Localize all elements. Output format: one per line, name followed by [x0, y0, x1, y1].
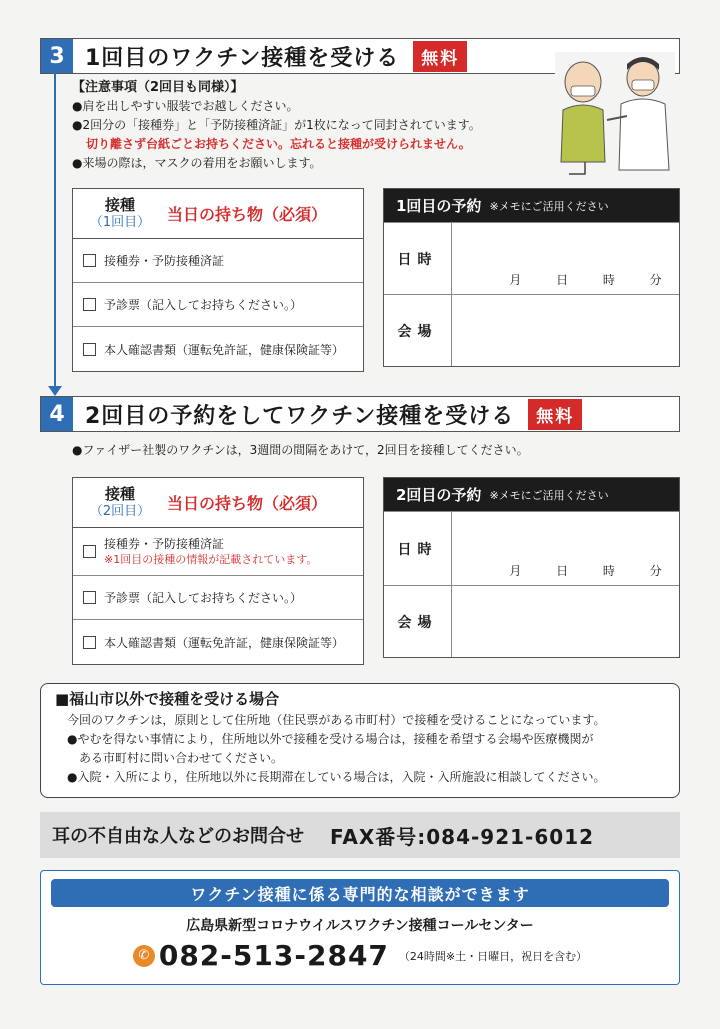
datetime-field[interactable] — [452, 223, 679, 294]
item-label: 本人確認書類（運転免許証，健康保険証等） — [104, 635, 345, 650]
venue-field[interactable] — [452, 586, 679, 657]
outside-title: ■福山市以外で接種を受ける場合 — [55, 690, 280, 708]
datetime-units — [452, 562, 679, 579]
flow-arrow-icon — [48, 386, 62, 396]
consult-banner: ワクチン接種に係る専門的な相談ができます — [51, 879, 669, 907]
datetime-units — [452, 271, 679, 288]
item-row[interactable] — [73, 283, 363, 327]
venue-field[interactable] — [452, 295, 679, 366]
phone-line — [41, 939, 679, 972]
outside-line: ●やむを得ない事情により，住所地以外で接種を受ける場合は，接種を希望する会場や医療機関が — [67, 732, 594, 746]
items-label-text: 接種 — [104, 195, 135, 214]
section4-reservation-box — [383, 477, 680, 658]
checkbox-icon[interactable] — [83, 298, 96, 311]
items-label — [73, 189, 167, 238]
datetime-label: 日時 — [384, 223, 452, 294]
item-label-group — [104, 537, 317, 567]
reservation-header — [384, 189, 679, 222]
datetime-field[interactable] — [452, 512, 679, 585]
item-row[interactable] — [73, 239, 363, 283]
item-label: 予診票（記入してお持ちください。） — [104, 298, 303, 312]
unit-month: 月 — [509, 564, 522, 578]
items-must: 当日の持ち物（必須） — [167, 205, 328, 224]
section4-title: 2回目の予約をしてワクチン接種を受ける — [85, 403, 515, 429]
section3-reservation-box — [383, 188, 680, 367]
unit-day: 日 — [556, 564, 569, 578]
section3-items-box — [72, 188, 364, 372]
item-row[interactable] — [73, 528, 363, 576]
outside-line: ●入院・入所により，住所地以外に長期滞在している場合は，入院・入所施設に相談してください。 — [67, 770, 606, 784]
reservation-venue-row — [384, 585, 679, 657]
section4-number: 4 — [41, 397, 73, 431]
venue-label: 会場 — [384, 295, 452, 366]
unit-day: 日 — [556, 273, 569, 287]
section4-items-box — [72, 477, 364, 665]
item-row[interactable] — [73, 620, 363, 664]
phone-icon: ✆ — [133, 945, 155, 967]
venue-label: 会場 — [384, 586, 452, 657]
checkbox-icon[interactable] — [83, 636, 96, 649]
item-note: ※1回目の接種の情報が記載されています。 — [104, 552, 318, 566]
section3-number: 3 — [41, 39, 73, 73]
item-row[interactable] — [73, 327, 363, 371]
reservation-datetime-row — [384, 222, 679, 294]
items-label-text: 接種 — [104, 484, 135, 503]
section3-free-badge: 無料 — [413, 41, 467, 72]
unit-month: 月 — [509, 273, 522, 287]
note-item: ●2回分の「接種券」と「予防接種済証」が1枚になって同封されています。 — [72, 118, 481, 132]
item-label: 接種券・予防接種済証 — [104, 536, 225, 551]
reservation-venue-row — [384, 294, 679, 366]
outside-line: ある市町村に問い合わせてください。 — [79, 751, 284, 765]
unit-minute: 分 — [649, 273, 662, 287]
reservation-memo: ※メモにご活用ください — [489, 488, 609, 502]
checkbox-icon[interactable] — [83, 254, 96, 267]
vaccination-illustration — [555, 52, 675, 177]
consult-box — [40, 870, 680, 985]
checkbox-icon[interactable] — [83, 343, 96, 356]
reservation-title: 2回目の予約 — [396, 486, 482, 504]
section3-title: 1回目のワクチン接種を受ける — [85, 45, 400, 71]
items-label — [73, 478, 167, 527]
pfizer-note: ●ファイザー社製のワクチンは，3週間の間隔をあけて，2回目を接種してください。 — [72, 443, 529, 457]
section4-free-badge: 無料 — [528, 399, 582, 430]
items-must: 当日の持ち物（必須） — [167, 494, 328, 513]
unit-hour: 時 — [602, 564, 615, 578]
unit-hour: 時 — [602, 273, 615, 287]
notes-heading: 【注意事項（2回目も同様）】 — [72, 80, 244, 95]
section4-header — [40, 396, 680, 432]
phone-hours: （24時間※土・日曜日，祝日を含む） — [398, 949, 588, 963]
item-label: 予診票（記入してお持ちください。） — [104, 591, 303, 605]
item-label: 接種券・予防接種済証 — [104, 254, 225, 268]
item-row[interactable] — [73, 576, 363, 620]
reservation-datetime-row — [384, 511, 679, 585]
reservation-header — [384, 478, 679, 511]
reservation-title: 1回目の予約 — [396, 197, 482, 215]
outside-line: 今回のワクチンは，原則として住所地（住民票がある市町村）で接種を受けることになっています。 — [67, 713, 606, 727]
reservation-memo: ※メモにご活用ください — [489, 199, 609, 213]
items-label-sub: （2回目） — [89, 503, 151, 519]
note-item: ●来場の際は，マスクの着用をお願いします。 — [72, 156, 322, 170]
unit-minute: 分 — [649, 564, 662, 578]
note-warning: 切り離さず台紙ごとお持ちください。忘れると接種が受けられません。 — [86, 137, 471, 151]
items-header — [73, 478, 363, 528]
item-label: 本人確認書類（運転免許証，健康保険証等） — [104, 342, 345, 357]
checkbox-icon[interactable] — [83, 545, 96, 558]
call-center-name: 広島県新型コロナウイルスワクチン接種コールセンター — [186, 918, 534, 934]
note-item: ●肩を出しやすい服装でお越しください。 — [72, 99, 299, 113]
fax-number: FAX番号:084-921-6012 — [330, 824, 595, 849]
items-header — [73, 189, 363, 239]
fax-label: 耳の不自由な人などのお問合せ — [52, 826, 304, 847]
checkbox-icon[interactable] — [83, 591, 96, 604]
phone-number[interactable]: 082-513-2847 — [158, 939, 389, 972]
items-label-sub: （1回目） — [89, 214, 151, 230]
notes-block — [72, 78, 552, 173]
datetime-label: 日時 — [384, 512, 452, 585]
outside-city-box — [40, 683, 680, 798]
flow-arrow-line — [54, 70, 56, 390]
fax-banner — [40, 812, 680, 858]
